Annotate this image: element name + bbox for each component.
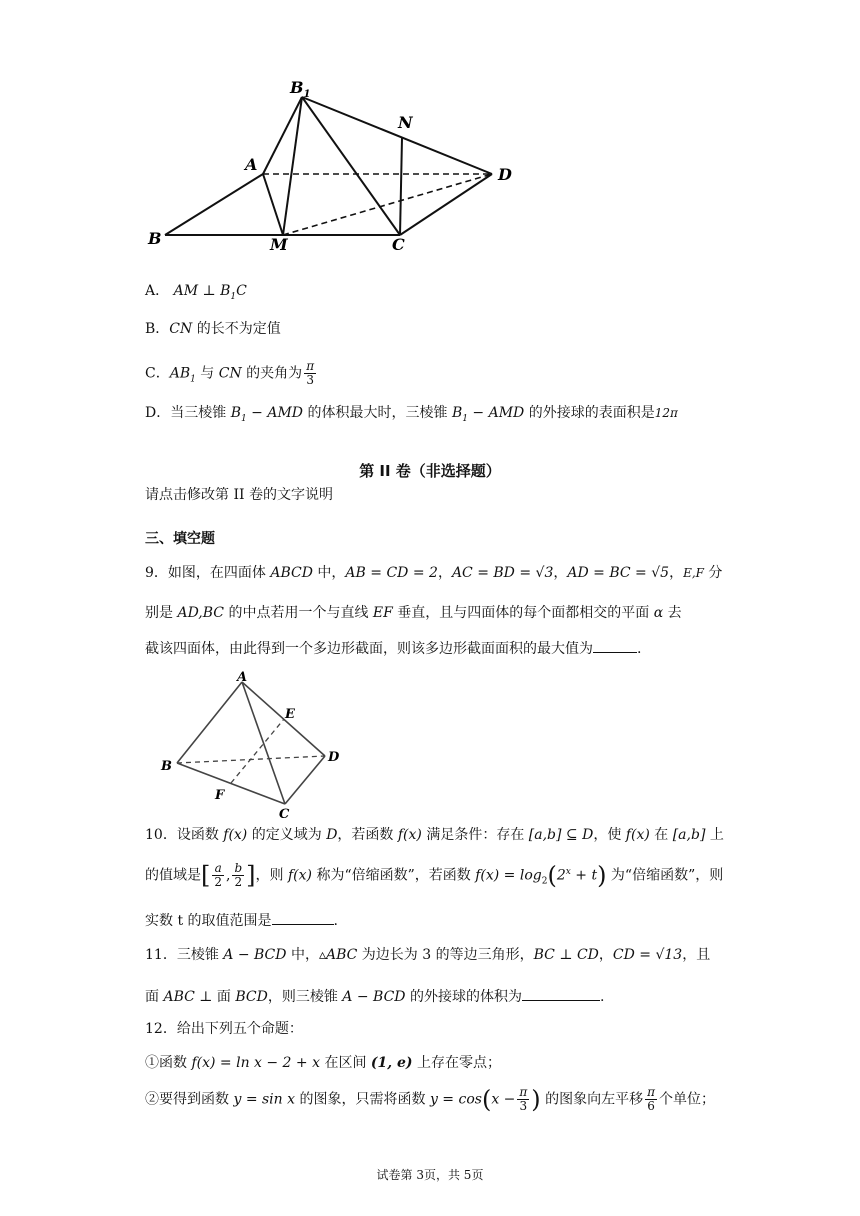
label-b: B xyxy=(148,229,162,248)
answer-blank-q11[interactable] xyxy=(522,988,600,1001)
option-c[interactable]: C．$AB_1$ 与 CN 的夹角为 $\frac{\pi}{3}$ xyxy=(145,359,315,388)
label2-a: A xyxy=(237,670,248,685)
part2-note[interactable]: 请点击修改第 II 卷的文字说明 xyxy=(145,487,333,503)
option-d[interactable]: D．当三棱锥 $B_1$ − AMD 的体积最大时，三棱锥 $B_1$ − AMD 的外接球的表面积是12π xyxy=(145,405,678,424)
part2-title: 第 II 卷（非选择题） xyxy=(359,462,501,480)
label2-b: B xyxy=(161,759,172,774)
label-n: N xyxy=(398,113,413,132)
q11-line2: 面 ABC ⊥ 面 BCD，则三棱锥 A − BCD 的外接球的体积为 . xyxy=(145,989,605,1005)
q10-line3: 实数 t 的取值范围是 . xyxy=(145,913,338,929)
page-footer: 试卷第 3页，共 5页 xyxy=(376,1168,484,1182)
q10-line1: 10．设函数 f(x) 的定义域为 D，若函数 f(x) 满足条件：存在 [a,b] ⊆ D，使 f(x) 在 [a,b] 上 xyxy=(145,827,724,843)
label-c: C xyxy=(392,235,405,254)
label2-d: D xyxy=(328,750,340,765)
figure-fold-pyramid xyxy=(140,70,530,260)
label-d: D xyxy=(498,165,512,184)
q12-line1: 12．给出下列五个命题： xyxy=(145,1021,303,1037)
q12-item2: ②要得到函数 y = sin x 的图象，只需将函数 y = cos(x − $\frac{\pi}{3}$ ) 的图象向左平移 $\frac{\pi}{6}$ 个单位； xyxy=(145,1085,715,1114)
fraction-pi-3: $\frac{\pi}{3}$ xyxy=(306,359,315,388)
q11-line1: 11．三棱锥 A − BCD 中，▵ABC 为边长为 3 的等边三角形，BC ⊥ CD，CD = √13，且 xyxy=(145,947,711,963)
label2-c: C xyxy=(279,807,290,820)
figure-tetrahedron xyxy=(155,670,355,820)
option-a[interactable]: A． AM ⊥ $B_1C$ xyxy=(145,283,247,302)
answer-blank-q9[interactable] xyxy=(593,640,637,653)
section3-title: 三、填空题 xyxy=(145,531,215,547)
label-m: M xyxy=(270,235,288,254)
label-b1: $B_1$ xyxy=(290,78,311,100)
q9-line1: 9．如图，在四面体 ABCD 中，AB = CD = 2，AC = BD = √3，AD = BC = √5，E,F 分 xyxy=(145,565,723,581)
label2-f: F xyxy=(215,788,225,803)
answer-blank-q10[interactable] xyxy=(272,912,334,925)
label2-e: E xyxy=(285,707,295,722)
q9-line2: 别是 AD,BC 的中点若用一个与直线 EF 垂直，且与四面体的每个面都相交的平面 α 去 xyxy=(145,605,682,621)
option-b[interactable]: B．CN 的长不为定值 xyxy=(145,321,281,337)
label-a: A xyxy=(245,155,258,174)
q12-item1: ①函数 f(x) = ln x − 2 + x 在区间 (1, e) 上存在零点； xyxy=(145,1055,502,1071)
q9-line3: 截该四面体，由此得到一个多边形截面，则该多边形截面面积的最大值为 . xyxy=(145,641,642,657)
q10-line2: 的值域是[ $\frac{a}{2}$ , $\frac{b}{2}$ ]，则 f(x) 称为“倍缩函数”，若函数 $f(x) = \log_2(2^x + t)$ 为“倍缩函数”，则 xyxy=(145,861,724,890)
